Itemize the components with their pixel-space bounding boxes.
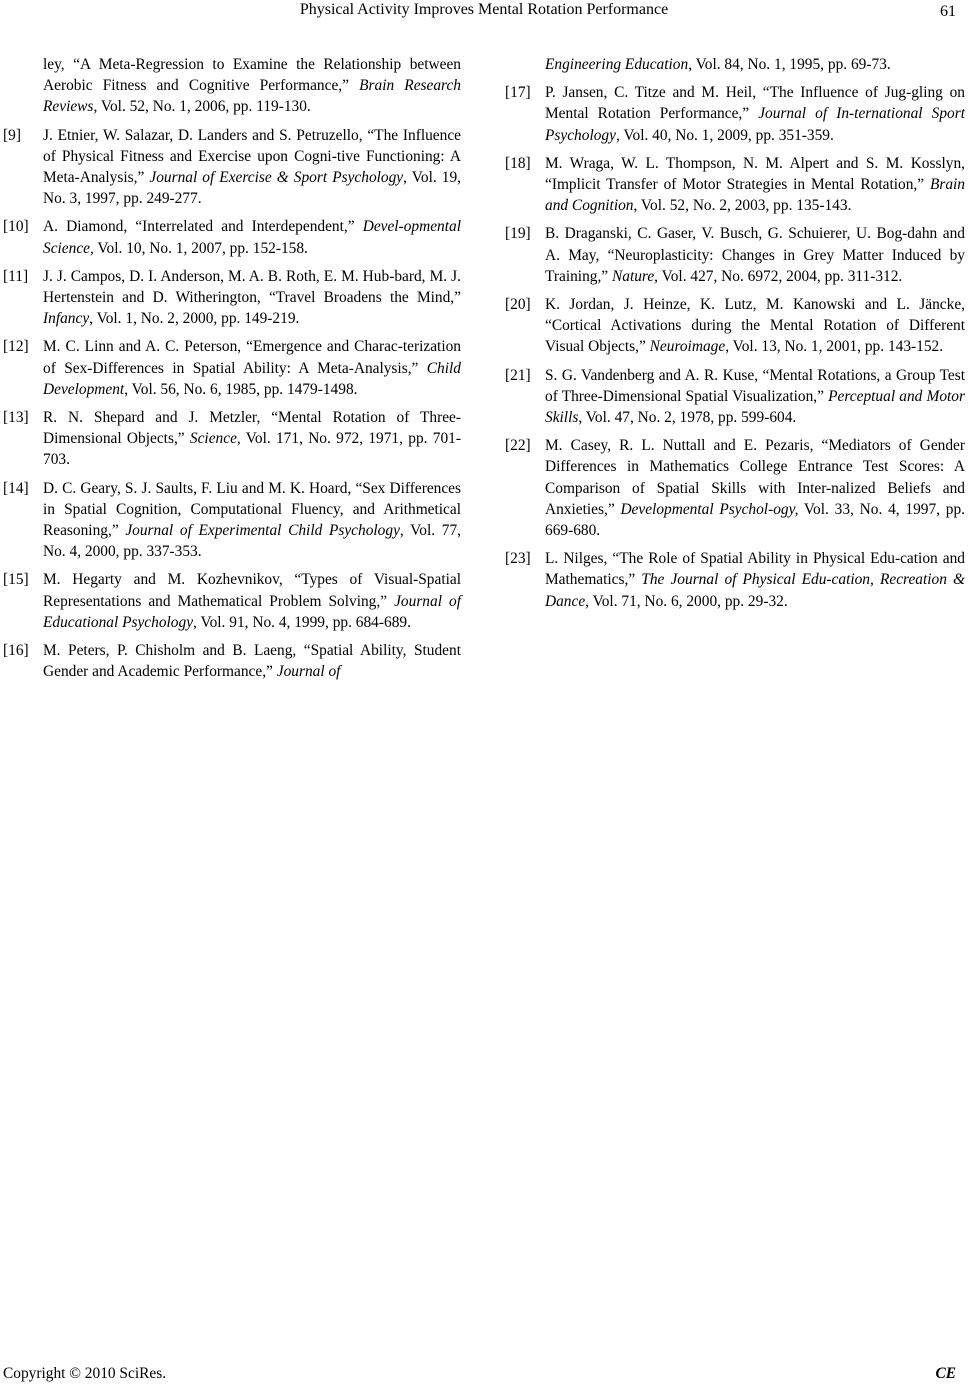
reference-text [43, 56, 461, 115]
reference-text-segment: , Vol. 19, No. 3, 1997, pp. 249-277. [43, 169, 461, 208]
reference-text-segment: , Vol. 40, No. 1, 2009, pp. 351-359. [615, 126, 834, 144]
reference-text-segment: , Vol. 52, No. 2, 2003, pp. 135-143. [633, 197, 852, 215]
reference-text-segment: M. Wraga, W. L. Thompson, N. M. Alpert and S. M. Kosslyn, “Implicit Transfer of Motor Strategies in Mental Rotation,” [545, 154, 965, 194]
reference-number: [16] [3, 642, 29, 660]
reference-continuation [505, 54, 965, 75]
reference-source-title: Engineering Education [545, 56, 689, 73]
reference-number: [18] [505, 154, 531, 172]
reference-number: [21] [505, 366, 531, 384]
running-title: Physical Activity Improves Mental Rotation Performance [299, 1, 669, 18]
reference-text [545, 225, 965, 284]
footer-journal-abbrev: CE [935, 1365, 956, 1382]
reference-text-segment: S. G. Vandenberg and A. R. Kuse, “Mental Rotations, a Group Test of Three-Dimensional Spatial Visualization,” [545, 366, 965, 405]
reference-number: [15] [3, 571, 29, 589]
reference-number: [20] [505, 296, 531, 314]
footer-copyright: Copyright © 2010 SciRes. [3, 1365, 167, 1382]
reference-source-title: Journal of Experimental Child Psychology [125, 522, 400, 540]
reference-source-title: Journal of Educational Psychology [43, 592, 461, 631]
reference-number: [19] [505, 225, 531, 243]
reference-text-segment: M. Peters, P. Chisholm and B. Laeng, “Spatial Ability, Student Gender and Academic Performance,” [43, 642, 461, 681]
reference-source-title: Perceptual and Motor Skills [545, 387, 965, 427]
reference-source-title: Brain and Cognition [545, 176, 965, 215]
reference-number: [23] [505, 550, 531, 568]
reference-text-segment: , Vol. 47, No. 2, 1978, pp. 599-604. [578, 409, 797, 427]
reference-entry [3, 478, 461, 563]
reference-text-segment: , Vol. 171, No. 972, 1971, pp. 701-703. [43, 430, 461, 469]
reference-entry [3, 640, 461, 682]
reference-source-title: Child Development [43, 359, 461, 398]
reference-source-title: Neuroimage [649, 338, 726, 356]
reference-entry [3, 407, 461, 471]
reference-text [545, 155, 965, 214]
reference-text-segment: J. Etnier, W. Salazar, D. Landers and S. Petruzello, “The Influence of Physical Fitness and Exercise upon Cogni-tive Functioning: A Meta-Analysis,” [43, 126, 461, 187]
reference-text-segment: R. N. Shepard and J. Metzler, “Mental Rotation of Three-Dimensional Objects,” [43, 409, 461, 448]
reference-text-segment: M. Hegarty and M. Kozhevnikov, “Types of Visual-Spatial Representations and Mathematical Problem Solving,” [43, 571, 461, 610]
reference-text-segment: , Vol. 56, No. 6, 1985, pp. 1479-1498. [124, 380, 358, 398]
reference-number: [9] [3, 126, 21, 144]
reference-number: [11] [3, 267, 29, 285]
reference-entry [3, 336, 461, 400]
reference-number: [10] [3, 218, 29, 236]
reference-text [43, 571, 461, 630]
reference-number: [13] [3, 409, 29, 427]
reference-text [545, 296, 965, 355]
reference-text-segment: M. Casey, R. L. Nuttall and E. Pezaris, “Mediators of Gender Differences in Mathematics College Entrance Test Scores: A Comparison of Spatial Skills with Inter-nalized Beliefs and Anxieties,” [545, 437, 965, 518]
reference-text [43, 409, 461, 468]
reference-text-segment: , Vol. 77, No. 4, 2000, pp. 337-353. [43, 522, 461, 561]
reference-text [43, 268, 461, 327]
reference-text [545, 367, 965, 426]
reference-entry [3, 216, 461, 258]
reference-text-segment: D. C. Geary, S. J. Saults, F. Liu and M. K. Hoard, “Sex Differences in Spatial Cognition, Computational Fluency, and Arithmetical Reasoning,” [43, 479, 461, 540]
reference-continuation [3, 54, 461, 118]
reference-entry [505, 82, 965, 146]
reference-text-segment: Vol. 33, No. 4, 1997, pp. 669-680. [545, 500, 966, 540]
reference-entry [505, 365, 965, 429]
reference-text-segment: , Vol. 71, No. 6, 2000, pp. 29-32. [585, 592, 788, 610]
reference-text [43, 127, 461, 208]
reference-entry [3, 266, 461, 330]
reference-source-title: Journal of Exercise & Sport Psychology [149, 169, 404, 187]
references-left-column [3, 54, 461, 689]
reference-number: [22] [505, 437, 531, 455]
reference-text-segment: , Vol. 1, No. 2, 2000, pp. 149-219. [89, 310, 300, 328]
reference-number: [17] [505, 84, 531, 102]
reference-text-segment: ley, “A Meta-Regression to Examine the Relationship between Aerobic Fitness and Cognitive Performance,” [43, 56, 461, 95]
reference-text-segment: , Vol. 13, No. 1, 2001, pp. 143-152. [725, 338, 944, 356]
reference-source-title: Nature [611, 267, 655, 285]
reference-text [43, 480, 461, 561]
reference-text [43, 218, 461, 256]
reference-entry [505, 153, 965, 217]
reference-entry [505, 294, 965, 358]
reference-entry [505, 223, 965, 287]
reference-text-segment: A. Diamond, “Interrelated and Interdependent,” [43, 218, 363, 236]
reference-source-title: Devel-opmental Science [43, 218, 461, 257]
reference-text-segment: , Vol. 52, No. 1, 2006, pp. 119-130. [93, 98, 311, 116]
reference-entry [3, 569, 461, 633]
reference-number: [12] [3, 338, 29, 356]
reference-text-segment: M. C. Linn and A. C. Peterson, “Emergence and Charac-terization of Sex-Differences in Spatial Ability: A Meta-Analysis,” [43, 338, 461, 377]
reference-text-segment: , Vol. 84, No. 1, 1995, pp. 69-73. [688, 56, 891, 73]
reference-source-title: Brain Research Reviews [43, 77, 461, 116]
reference-text-segment: P. Jansen, C. Titze and M. Heil, “The Influence of Jug-gling on Mental Rotation Performance,” [545, 84, 965, 123]
reference-text [43, 338, 461, 397]
reference-text-segment: K. Jordan, J. Heinze, K. Lutz, M. Kanowski and L. Jäncke, “Cortical Activations during the Mental Rotation of Different Visual Objects,” [545, 296, 965, 356]
reference-source-title: Developmental Psychol-ogy, [620, 500, 799, 518]
reference-text-segment: L. Nilges, “The Role of Spatial Ability in Physical Edu-cation and Mathematics,” [545, 550, 965, 589]
reference-text [545, 437, 965, 539]
reference-text-segment: J. J. Campos, D. I. Anderson, M. A. B. Roth, E. M. Hub-bard, M. J. Hertenstein and D. Witherington, “Travel Broadens the Mind,” [43, 267, 461, 307]
reference-text-segment: , Vol. 10, No. 1, 2007, pp. 152-158. [90, 239, 308, 257]
references-right-column [505, 54, 965, 619]
reference-source-title: Science [189, 430, 237, 448]
reference-entry [505, 548, 965, 612]
reference-text-segment: B. Draganski, C. Gaser, V. Busch, G. Schuierer, U. Bog-dahn and A. May, “Neuroplasticity: Changes in Grey Matter Induced by Training,” [545, 225, 965, 285]
reference-source-title: The Journal of Physical Edu-cation, Recreation & Dance [545, 571, 965, 610]
reference-text [545, 56, 891, 73]
page-number: 61 [940, 3, 956, 20]
reference-entry [3, 125, 461, 210]
reference-text [545, 550, 965, 609]
reference-text [545, 84, 965, 143]
reference-source-title: Journal of In-ternational Sport Psychology [545, 105, 966, 144]
reference-source-title: Infancy [43, 310, 90, 328]
reference-entry [505, 435, 965, 541]
reference-text-segment: , Vol. 91, No. 4, 1999, pp. 684-689. [193, 613, 411, 631]
reference-text-segment: , Vol. 427, No. 6972, 2004, pp. 311-312. [654, 267, 903, 285]
reference-text [43, 642, 461, 680]
reference-source-title: Journal of [276, 663, 341, 681]
reference-number: [14] [3, 479, 29, 497]
